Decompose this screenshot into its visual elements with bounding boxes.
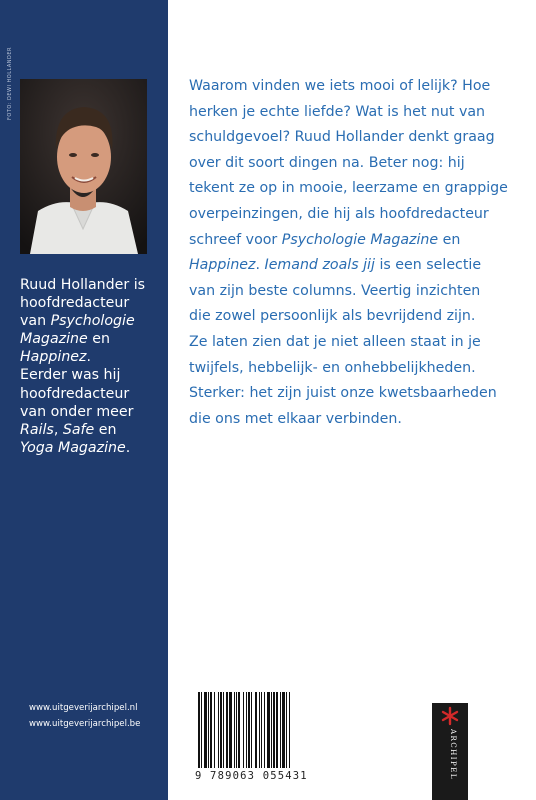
left-blue-panel <box>0 0 168 800</box>
barcode-bar <box>218 692 219 768</box>
publisher-logo-text: ARCHIPEL <box>449 729 457 781</box>
barcode-bar <box>198 692 200 768</box>
blurb-line: Sterker: het zijn juist onze kwetsbaarheden <box>189 385 497 402</box>
blurb-line: herken je echte liefde? Wat is het nut van <box>189 103 486 120</box>
barcode-bar <box>208 692 209 768</box>
barcode-bar <box>286 692 287 768</box>
barcode-bar <box>236 692 237 768</box>
bio-line: Happinez. <box>20 349 91 366</box>
bio-line: hoofdredacteur <box>20 385 130 402</box>
blurb-line: schuldgevoel? Ruud Hollander denkt graag <box>189 129 495 146</box>
bio-line: Rails, Safe en <box>20 421 117 438</box>
barcode-bar <box>220 692 222 768</box>
barcode-bar <box>226 692 228 768</box>
barcode-bar <box>214 692 215 768</box>
barcode-bar <box>223 692 224 768</box>
author-photo <box>20 79 147 254</box>
blurb-line: die zowel persoonlijk als bevrijdend zijn. <box>189 308 476 325</box>
barcode-bar <box>243 692 244 768</box>
barcode-bar <box>264 692 265 768</box>
barcode-bar <box>238 692 240 768</box>
publisher-url-be[interactable]: www.uitgeverijarchipel.be <box>29 719 141 729</box>
blurb-line: van zijn beste columns. Veertig inzichten <box>189 282 481 299</box>
bio-line: Magazine en <box>20 331 110 348</box>
photo-credit: FOTO: DEWI HOLLANDER <box>7 46 13 120</box>
blurb-line: die ons met elkaar verbinden. <box>189 410 402 427</box>
blurb-line: over dit soort dingen na. Beter nog: hij <box>189 154 465 171</box>
blurb-line: schreef voor Psychologie Magazine en <box>189 231 461 248</box>
blurb-line: Ze laten zien dat je niet alleen staat in je <box>189 333 481 350</box>
isbn-barcode <box>185 686 340 800</box>
bio-line: Yoga Magazine. <box>20 439 131 456</box>
barcode-bar <box>210 692 212 768</box>
blurb-line: Happinez. Iemand zoals jij is een selectie <box>189 257 482 274</box>
publisher-url-nl[interactable]: www.uitgeverijarchipel.nl <box>29 703 138 713</box>
barcode-bar <box>201 692 202 768</box>
barcode-bar <box>229 692 232 768</box>
barcode-bar <box>248 692 250 768</box>
barcode-bar <box>246 692 247 768</box>
bio-line: Eerder was hij <box>20 367 121 384</box>
barcode-bar <box>234 692 235 768</box>
barcode-bar <box>280 692 281 768</box>
barcode-bar <box>259 692 260 768</box>
bio-line: van Psychologie <box>20 313 135 330</box>
back-cover-blurb <box>189 74 524 432</box>
barcode-bar <box>276 692 278 768</box>
barcode-bar <box>267 692 270 768</box>
blurb-line: Waarom vinden we iets mooi of lelijk? Hoe <box>189 78 491 94</box>
barcode-bars <box>198 692 328 768</box>
bio-line: van onder meer <box>20 403 134 420</box>
blurb-line: overpeinzingen, die hij als hoofdredacteur <box>189 205 489 222</box>
blurb-line: twijfels, hebbelijk- en onhebbelijkheden. <box>189 359 476 376</box>
barcode-bar <box>255 692 257 768</box>
barcode-bar <box>273 692 275 768</box>
barcode-bar <box>261 692 262 768</box>
barcode-bar <box>282 692 285 768</box>
author-bio <box>20 276 160 457</box>
barcode-bar <box>251 692 252 768</box>
bio-line: hoofdredacteur <box>20 295 130 312</box>
barcode-bar <box>289 692 290 768</box>
publisher-urls <box>29 700 140 732</box>
barcode-bar <box>271 692 272 768</box>
barcode-bar <box>204 692 207 768</box>
blurb-line: tekent ze op in mooie, leerzame en grappige <box>189 180 508 197</box>
bio-line: Ruud Hollander is <box>20 277 146 293</box>
star-icon <box>432 703 468 729</box>
isbn-number: 9 789063 055431 <box>195 770 308 782</box>
publisher-logo <box>432 703 468 800</box>
